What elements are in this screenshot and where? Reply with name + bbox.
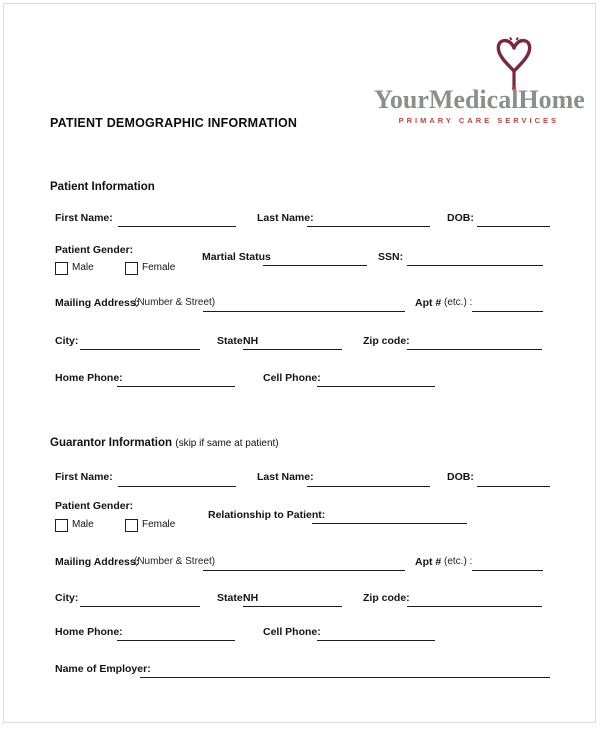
patient-marital-status-input[interactable] — [263, 265, 367, 266]
patient-zip-label: Zip code: — [363, 335, 410, 347]
guarantor-dob-label: DOB: — [447, 471, 474, 483]
guarantor-first-name-input[interactable] — [118, 486, 236, 487]
patient-last-name-label: Last Name: — [257, 212, 314, 224]
patient-apt-hint: (etc.) : — [444, 297, 473, 308]
guarantor-dob-input[interactable] — [477, 486, 550, 487]
guarantor-employer-label: Name of Employer: — [55, 663, 151, 675]
guarantor-employer-input[interactable] — [140, 677, 550, 678]
patient-cell-phone-label: Cell Phone: — [263, 372, 321, 384]
guarantor-male-checkbox[interactable] — [55, 519, 68, 532]
patient-apt-label: Apt # — [415, 297, 442, 309]
patient-mailing-address-label: Mailing Address: — [55, 297, 140, 309]
guarantor-home-phone-label: Home Phone: — [55, 626, 123, 638]
patient-home-phone-input[interactable] — [117, 386, 235, 387]
guarantor-first-name-label: First Name: — [55, 471, 113, 483]
patient-mailing-address-input[interactable] — [203, 311, 405, 312]
patient-cell-phone-input[interactable] — [317, 386, 435, 387]
guarantor-state-input[interactable] — [243, 606, 342, 607]
guarantor-apt-input[interactable] — [472, 570, 543, 571]
patient-dob-label: DOB: — [447, 212, 474, 224]
guarantor-heading-note: (skip if same at patient) — [175, 438, 279, 449]
patient-last-name-input[interactable] — [307, 226, 430, 227]
guarantor-cell-phone-label: Cell Phone: — [263, 626, 321, 638]
patient-female-checkbox[interactable] — [125, 262, 138, 275]
guarantor-apt-hint: (etc.) : — [444, 556, 473, 567]
guarantor-heading-text: Guarantor Information — [50, 437, 173, 449]
patient-state-value: NH — [243, 335, 259, 347]
guarantor-home-phone-input[interactable] — [117, 640, 235, 641]
patient-female-label: Female — [142, 262, 176, 273]
guarantor-mailing-address-input[interactable] — [203, 570, 405, 571]
page-title: PATIENT DEMOGRAPHIC INFORMATION — [50, 116, 298, 130]
patient-ssn-label: SSN: — [378, 251, 404, 263]
patient-state-label: State: — [217, 335, 247, 347]
guarantor-city-input[interactable] — [80, 606, 200, 607]
patient-apt-input[interactable] — [472, 311, 543, 312]
guarantor-relationship-input[interactable] — [312, 523, 467, 524]
patient-section-heading: Patient Information — [50, 181, 155, 193]
guarantor-mailing-address-hint: (Number & Street) — [134, 556, 216, 567]
guarantor-zip-input[interactable] — [407, 606, 542, 607]
guarantor-state-label: State: — [217, 592, 247, 604]
guarantor-gender-label: Patient Gender: — [55, 500, 134, 512]
patient-home-phone-label: Home Phone: — [55, 372, 123, 384]
guarantor-zip-label: Zip code: — [363, 592, 410, 604]
logo-tagline: PRIMARY CARE SERVICES — [398, 116, 559, 125]
patient-first-name-input[interactable] — [118, 226, 236, 227]
guarantor-state-value: NH — [243, 592, 259, 604]
guarantor-relationship-label: Relationship to Patient: — [208, 509, 326, 521]
patient-gender-label: Patient Gender: — [55, 244, 134, 256]
patient-dob-input[interactable] — [477, 226, 550, 227]
patient-city-input[interactable] — [80, 349, 200, 350]
guarantor-apt-label: Apt # — [415, 556, 442, 568]
guarantor-mailing-address-label: Mailing Address: — [55, 556, 140, 568]
patient-state-input[interactable] — [243, 349, 342, 350]
guarantor-female-label: Female — [142, 519, 176, 530]
logo-brand-text: YourMedicalHome — [374, 85, 585, 114]
guarantor-last-name-label: Last Name: — [257, 471, 314, 483]
guarantor-section-heading — [50, 437, 279, 449]
patient-mailing-address-hint: (Number & Street) — [134, 297, 216, 308]
guarantor-female-checkbox[interactable] — [125, 519, 138, 532]
guarantor-cell-phone-input[interactable] — [317, 640, 435, 641]
guarantor-city-label: City: — [55, 592, 79, 604]
guarantor-male-label: Male — [72, 519, 94, 530]
patient-marital-status-label: Martial Status — [202, 251, 271, 263]
patient-ssn-input[interactable] — [407, 265, 543, 266]
patient-first-name-label: First Name: — [55, 212, 113, 224]
patient-city-label: City: — [55, 335, 79, 347]
patient-male-checkbox[interactable] — [55, 262, 68, 275]
patient-zip-input[interactable] — [407, 349, 542, 350]
patient-male-label: Male — [72, 262, 94, 273]
heart-stethoscope-icon — [494, 35, 534, 91]
guarantor-last-name-input[interactable] — [307, 486, 430, 487]
